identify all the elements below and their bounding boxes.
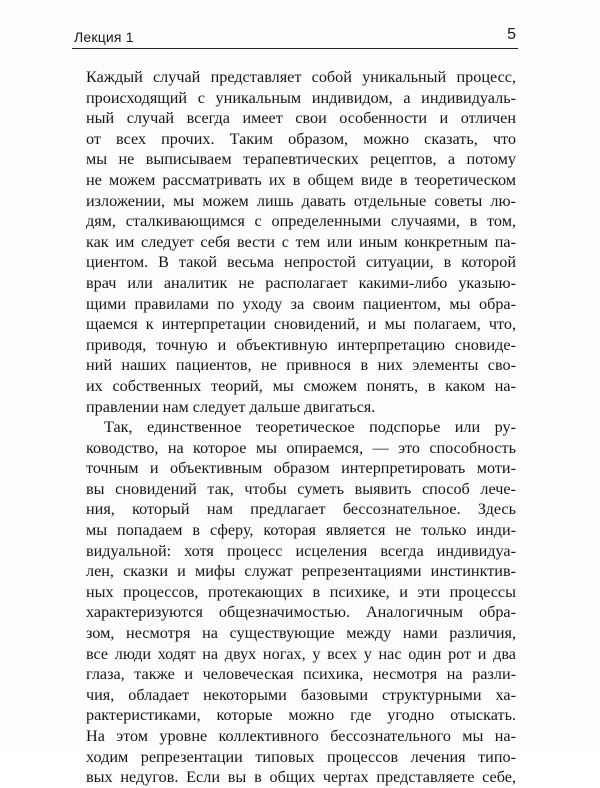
- text-line: вы сновидений так, чтобы суметь выявить способ лече-: [86, 479, 516, 498]
- text-line: глаза, также и человеческая психика, несмотря на разли-: [86, 665, 516, 684]
- text-line: рактеристиками, которые можно где угодно отыскать.: [86, 706, 516, 725]
- text-line: происходящий с уникальным индивидом, а индивидуаль-: [86, 88, 516, 107]
- text-line: ходим репрезентации типовых процессов лечения типо-: [86, 747, 516, 766]
- text-line: от всех прочих. Таким образом, можно сказать, что: [86, 129, 516, 148]
- page-number: 5: [507, 26, 516, 43]
- body-text: [86, 67, 516, 788]
- text-line: ных процессов, протекающих в психике, и эти процессы: [86, 582, 516, 601]
- text-line: мы не выписываем терапевтических рецептов, а потому: [86, 150, 516, 169]
- text-line: щаемся к интерпретации сновидений, и мы полагаем, что,: [86, 315, 516, 334]
- text-line: вых недугов. Если вы в общих чертах представляете себе,: [86, 768, 516, 787]
- text-line: чия, обладает некоторыми базовыми структурными ха-: [86, 685, 516, 704]
- text-line: не можем рассматривать их в общем виде в теоретическом: [86, 170, 516, 189]
- text-line: их собственных теорий, мы сможем понять, в каком на-: [86, 376, 516, 395]
- text-line: изложении, мы можем лишь давать отдельные советы лю-: [86, 191, 516, 210]
- text-line: видуальной: хотя процесс исцеления всегда индивидуа-: [86, 541, 516, 560]
- text-line: щими правилами по уходу за своим пациентом, мы обра-: [86, 294, 516, 313]
- text-line: все люди ходят на двух ногах, у всех у нас один рот и два: [86, 644, 516, 663]
- text-line: ния, который нам предлагает бессознательное. Здесь: [86, 500, 516, 519]
- text-line: точным и объективным образом интерпретировать моти-: [86, 459, 516, 478]
- text-line: циентом. В такой весьма непростой ситуации, в которой: [86, 253, 516, 272]
- text-line: лен, сказки и мифы служат репрезентациями инстинктив-: [86, 562, 516, 581]
- text-line: как им следует себя вести с тем или иным конкретным па-: [86, 232, 516, 251]
- text-line: Каждый случай представляет собой уникальный процесс,: [86, 68, 516, 86]
- text-line: приводя, точную и объективную интерпретацию сновиде-: [86, 335, 516, 354]
- text-line: зом, несмотря на существующие между нами различия,: [86, 624, 516, 643]
- text-line: ководство, на которое мы опираемся, — это способность: [86, 438, 516, 457]
- text-line: ный случай всегда имеет свои особенности и отличен: [86, 109, 516, 128]
- paragraph: [86, 67, 516, 417]
- text-line: мы попадаем в сферу, которая является не только инди-: [86, 521, 516, 540]
- text-line: Так, единственное теоретическое подспорье или ру-: [104, 418, 516, 437]
- text-line: характеризуются общезначимостью. Аналогичным обра-: [86, 603, 516, 622]
- text-line: ний наших пациентов, не привнося в них элементы сво-: [86, 356, 516, 375]
- text-line: На этом уровне коллективного бессознательного мы на-: [86, 727, 516, 745]
- text-line: врач или аналитик не располагает какими-либо указыю-: [86, 273, 516, 292]
- paragraph: [86, 417, 516, 788]
- section-title: Лекция 1: [74, 29, 134, 45]
- text-line: дям, сталкивающимся с определенными случаями, в том,: [86, 212, 516, 231]
- text-line: правлении нам следует дальше двигаться.: [86, 397, 376, 416]
- running-header: [72, 26, 518, 49]
